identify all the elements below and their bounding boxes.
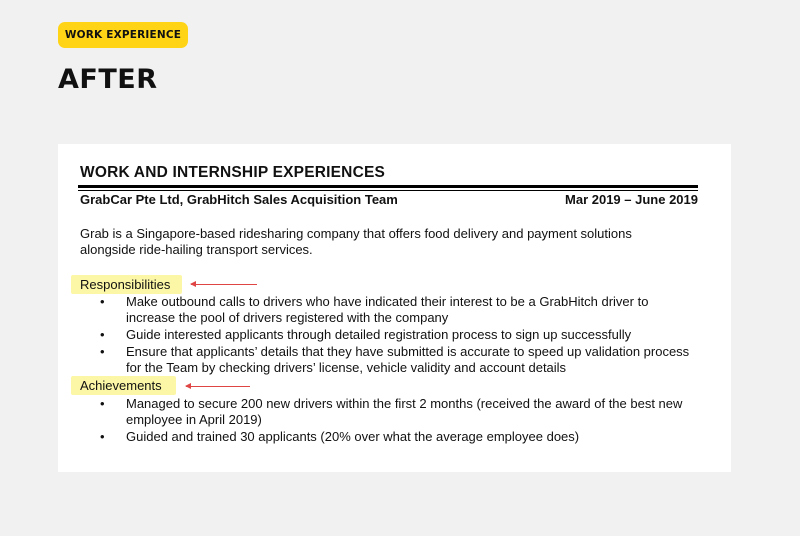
section-tag bbox=[58, 22, 188, 48]
section-divider-thin bbox=[78, 190, 698, 191]
resume-card bbox=[58, 144, 731, 472]
list-item bbox=[100, 294, 700, 326]
list-item bbox=[100, 344, 700, 376]
list-item-text: Make outbound calls to drivers who have indicated their interest to be a GrabHitch driver to increase the pool of drivers registered with the company bbox=[126, 294, 649, 325]
list-item-text: Ensure that applicants’ details that they have submitted is accurate to speed up validation process for the Team by checking drivers’ license, vehicle validity and account details bbox=[126, 344, 690, 375]
list-item-text: Guide interested applicants through detailed registration process to sign up successfully bbox=[126, 327, 632, 342]
list-item-text: Guided and trained 30 applicants (20% over what the average employee does) bbox=[126, 429, 580, 444]
bullet-icon: • bbox=[100, 294, 105, 309]
list-item-text: Managed to secure 200 new drivers within the first 2 months (received the award of the best new employee in April 2019) bbox=[126, 396, 683, 427]
responsibilities-highlight bbox=[71, 275, 182, 294]
list-item bbox=[100, 429, 700, 445]
list-item bbox=[100, 396, 700, 428]
achievements-highlight bbox=[71, 376, 176, 395]
section-divider-thick bbox=[78, 185, 698, 188]
arrow-left-icon bbox=[186, 386, 250, 387]
arrow-left-icon bbox=[191, 284, 257, 285]
employment-dates: Mar 2019 – June 2019 bbox=[565, 192, 698, 207]
list-item bbox=[100, 327, 700, 343]
bullet-icon: • bbox=[100, 327, 105, 342]
resume-section-title: WORK AND INTERNSHIP EXPERIENCES bbox=[80, 164, 386, 181]
page-title: AFTER bbox=[58, 64, 158, 95]
bullet-icon: • bbox=[100, 396, 105, 411]
company-description: Grab is a Singapore-based ridesharing company that offers food delivery and payment solutions alongside ride-hailing transport services. bbox=[80, 226, 632, 257]
bullet-icon: • bbox=[100, 429, 105, 444]
achievements-list bbox=[100, 396, 700, 445]
achievements-label: Achievements bbox=[80, 378, 162, 393]
responsibilities-label: Responsibilities bbox=[80, 277, 171, 292]
bullet-icon: • bbox=[100, 344, 105, 359]
responsibilities-list bbox=[100, 294, 700, 376]
section-tag-label: WORK EXPERIENCE bbox=[64, 29, 182, 41]
company-name: GrabCar Pte Ltd, GrabHitch Sales Acquisition Team bbox=[80, 192, 398, 207]
